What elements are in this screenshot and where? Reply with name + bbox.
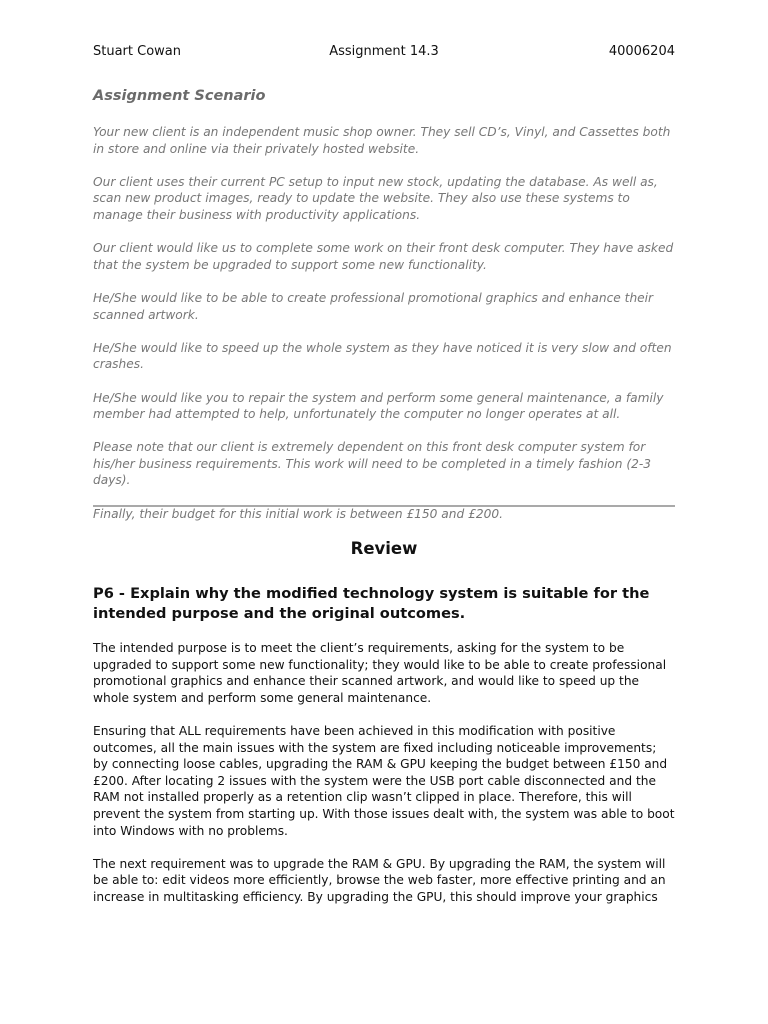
scenario-paragraph: Our client uses their current PC setup to input new stock, updating the database. As well as, scan new product images, ready to update the website. They also use these systems to manage their business with productivity applications. xyxy=(93,174,658,222)
student-id: 40006204 xyxy=(608,44,675,59)
scenario-paragraph: Your new client is an independent music shop owner. They sell CD’s, Vinyl, and Cassettes both in store and online via their privately hosted website. xyxy=(93,125,671,156)
p6-heading: P6 - Explain why the modified technology system is suitable for the intended purpose and the original outcomes. xyxy=(93,585,650,622)
review-title: Review xyxy=(350,539,418,558)
author-name: Stuart Cowan xyxy=(93,44,181,59)
review-paragraph: The intended purpose is to meet the client’s requirements, asking for the system to be upgraded to support some new functionality; they would like to be able to create professional promotional graphics and enhance their scanned artwork, and would like to speed up the whole system and perform some general maintenance. xyxy=(93,641,667,705)
scenario-section xyxy=(93,124,675,539)
page-header xyxy=(93,44,675,62)
review-body xyxy=(93,640,675,922)
section-divider xyxy=(93,505,675,507)
scenario-title: Assignment Scenario xyxy=(93,88,266,104)
scenario-paragraph: He/She would like to speed up the whole system as they have noticed it is very slow and often crashes. xyxy=(93,340,672,372)
scenario-paragraph: Our client would like us to complete some work on their front desk computer. They have asked that the system be upgraded to support some new functionality. xyxy=(93,241,674,272)
review-paragraph: Ensuring that ALL requirements have been achieved in this modification with positive outcomes, all the main issues with the system are fixed including noticeable improvements; by connecting loose cables, upgrading the RAM & GPU keeping the budget between £150 and £200. After locating 2 issues with the system were the USB port cable disconnected and the RAM not installed properly as a retention clip wasn’t clipped in place. Therefore, this will prevent the system from starting up. With those issues dealt with, the system was able to boot into Windows with no problems. xyxy=(93,723,675,838)
scenario-paragraph: Finally, their budget for this initial work is between £150 and £200. xyxy=(93,506,504,521)
scenario-paragraph: He/She would like you to repair the system and perform some general maintenance, a family member had attempted to help, unfortunately the computer no longer operates at all. xyxy=(93,390,664,422)
review-paragraph: The next requirement was to upgrade the RAM & GPU. By upgrading the RAM, the system will be able to: edit videos more efficiently, browse the web faster, more effective printing and an increase in multitasking efficiency. By upgrading the GPU, this should improve your graphics xyxy=(93,856,666,904)
assignment-number: Assignment 14.3 xyxy=(329,44,439,59)
scenario-paragraph: Please note that our client is extremely dependent on this front desk computer system for his/her business requirements. This work will need to be completed in a timely fashion (2-3 days). xyxy=(93,440,652,488)
scenario-paragraph: He/She would like to be able to create professional promotional graphics and enhance their scanned artwork. xyxy=(93,290,654,322)
